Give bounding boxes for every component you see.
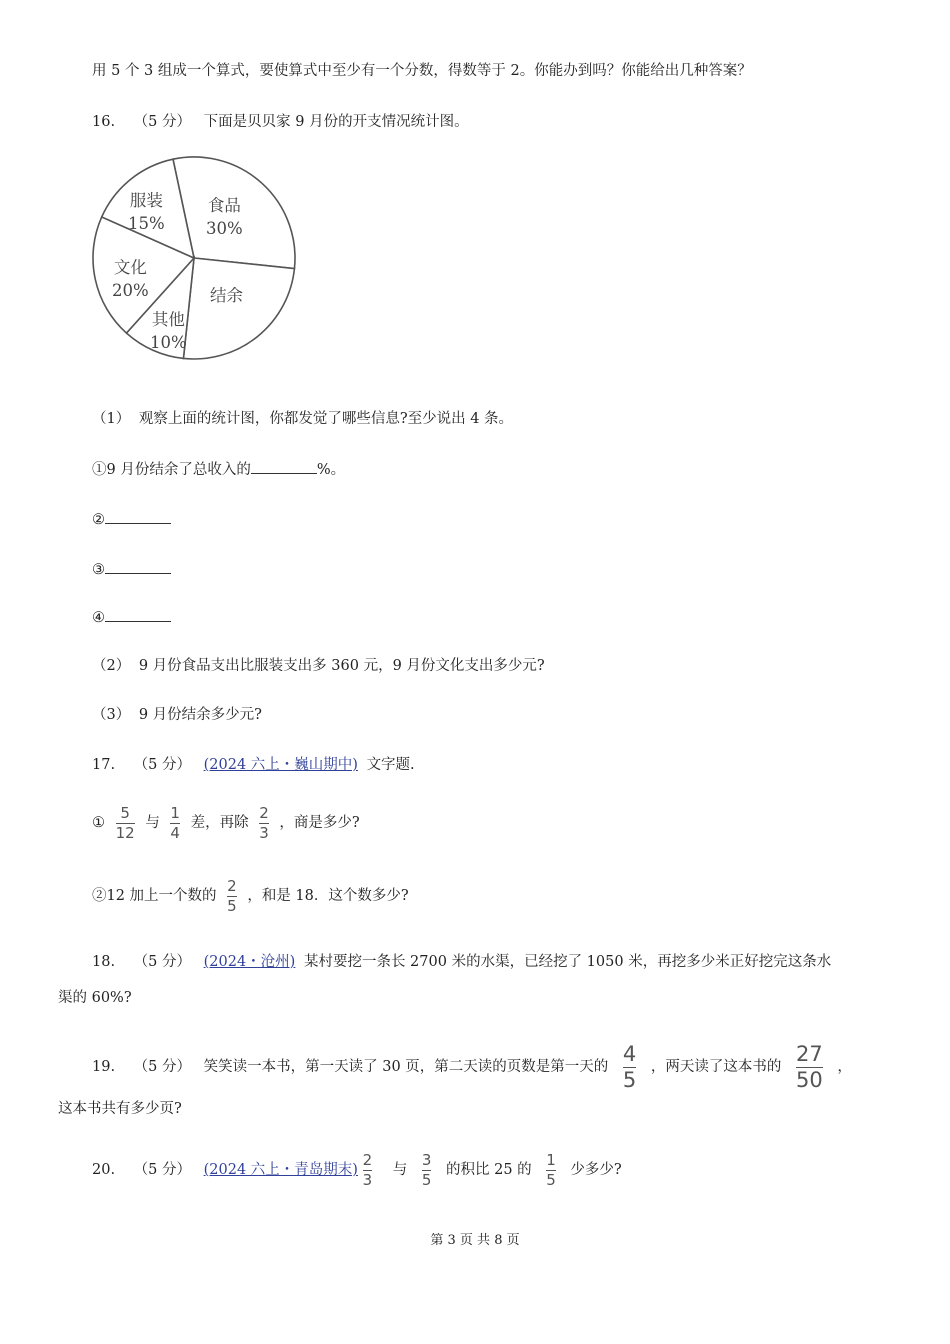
page-footer: 第 3 页 共 8 页 — [430, 1233, 520, 1248]
fraction: $\frac{5}{12}$ — [115, 803, 135, 842]
answer-blank[interactable] — [251, 459, 317, 474]
pie-label-other: 其他 10% — [150, 310, 187, 352]
q20-number: 20. — [92, 1162, 116, 1178]
q17-text: 文字题. — [366, 757, 415, 773]
q18-source-link[interactable]: (2024・沧州) — [203, 954, 296, 970]
q16-sub1-text: 观察上面的统计图，你都发觉了哪些信息?至少说出 4 条。 — [138, 411, 514, 427]
q17-l1-prefix: ① — [92, 815, 105, 831]
q19-text: 笑笑读一本书，第一天读了 30 页，第二天读的页数是第一天的 — [203, 1059, 609, 1075]
q20-text: 与 — [392, 1162, 408, 1178]
q17-number: 17. — [92, 757, 116, 773]
q16-item3-prefix: ③ — [92, 562, 105, 578]
fraction: $\frac{2}{3}$ — [362, 1150, 373, 1189]
q18-score: （5 分） — [133, 954, 192, 970]
q17-l1-text: 与 — [145, 815, 160, 831]
answer-blank[interactable] — [105, 509, 171, 524]
fraction: $\frac{2}{3}$ — [259, 803, 269, 842]
q16-sub2 — [92, 656, 545, 676]
q19-number: 19. — [92, 1059, 116, 1075]
q16-item1-prefix: ①9 月份结余了总收入的 — [92, 462, 251, 478]
q20-header — [92, 1144, 622, 1196]
q19-text: ，两天读了这本书的 — [650, 1059, 782, 1075]
q16-item2-prefix: ② — [92, 512, 105, 528]
q18-text: 某村要挖一条长 2700 米的水渠，已经挖了 1050 米，再挖多少米正好挖完这条水 — [303, 954, 832, 970]
q18-number: 18. — [92, 954, 116, 970]
answer-blank[interactable] — [105, 607, 171, 622]
q16-sub2-number: （2） — [92, 658, 131, 674]
q15-text: 用 5 个 3 组成一个算式，要使算式中至少有一个分数，得数等于 2。你能办到吗？你能给出几种答案？ — [92, 63, 752, 79]
q16-sub3-number: （3） — [92, 707, 131, 723]
q16-sub1 — [92, 409, 513, 429]
q20-text: 少多少? — [570, 1162, 622, 1178]
answer-blank[interactable] — [105, 559, 171, 574]
fraction: $\frac{1}{4}$ — [170, 803, 180, 842]
q16-sub2-text: 9 月份食品支出比服装支出多 360 元，9 月份文化支出多少元? — [138, 658, 545, 674]
q19-text: ， — [837, 1059, 852, 1075]
q16-text: 下面是贝贝家 9 月份的开支情况统计图。 — [203, 114, 469, 130]
q16-item4 — [92, 607, 171, 628]
q17-line2 — [92, 870, 409, 922]
q17-score: （5 分） — [133, 757, 192, 773]
q16-sub3-text: 9 月份结余多少元? — [138, 707, 262, 723]
q16-item3 — [92, 559, 171, 580]
fraction: $\frac{27}{50}$ — [796, 1041, 823, 1092]
expense-pie-chart — [88, 152, 300, 364]
q16-header — [92, 112, 469, 132]
q16-sub1-number: （1） — [92, 411, 131, 427]
q16-sub3 — [92, 705, 262, 725]
q17-source-link[interactable]: (2024 六上・巍山期中) — [203, 757, 358, 773]
q18-text-cont: 渠的 60%? — [58, 990, 132, 1006]
q19-score: （5 分） — [133, 1059, 192, 1075]
q20-text: 的积比 25 的 — [445, 1162, 532, 1178]
pie-label-clothing: 服装 15% — [128, 191, 165, 233]
q17-l2-text: ，和是 18．这个数多少? — [247, 888, 409, 904]
q16-number: 16. — [92, 114, 116, 130]
fraction: $\frac{1}{5}$ — [546, 1150, 556, 1189]
q19-text-cont: 这本书共有多少页? — [58, 1101, 182, 1117]
fraction: $\frac{4}{5}$ — [622, 1041, 637, 1092]
q16-item1 — [92, 459, 345, 480]
q19-header — [92, 1036, 852, 1098]
q17-line1 — [92, 797, 360, 849]
q20-source-link[interactable]: (2024 六上・青岛期末) — [203, 1162, 358, 1178]
q17-l2-prefix: ②12 加上一个数的 — [92, 888, 217, 904]
q16-item2 — [92, 509, 171, 530]
pie-label-surplus: 结余 — [210, 286, 243, 305]
q17-l1-text: 差，再除 — [190, 815, 249, 831]
fraction: $\frac{3}{5}$ — [421, 1150, 432, 1189]
q20-score: （5 分） — [133, 1162, 192, 1178]
q18-header — [92, 952, 831, 972]
q17-header — [92, 755, 415, 775]
q16-score: （5 分） — [133, 114, 192, 130]
q16-item1-suffix: %。 — [316, 462, 346, 478]
pie-slice-1 — [183, 258, 294, 359]
fraction: $\frac{2}{5}$ — [227, 876, 237, 915]
q16-item4-prefix: ④ — [92, 610, 105, 626]
pie-label-food: 食品 30% — [206, 196, 243, 238]
pie-label-culture: 文化 20% — [112, 258, 149, 300]
q17-l1-text: ，商是多少? — [279, 815, 360, 831]
